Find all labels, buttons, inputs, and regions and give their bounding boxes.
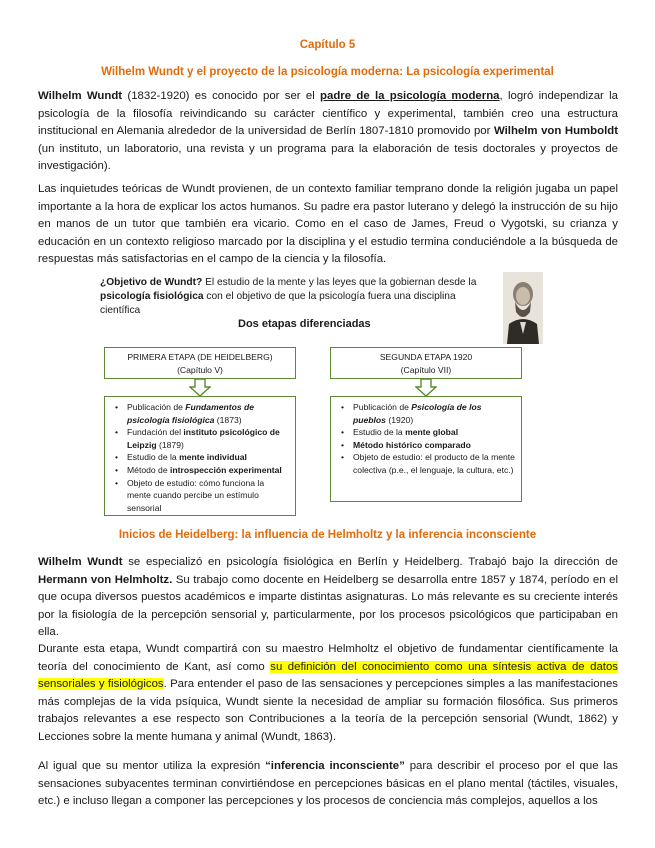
- bold-term: mente individual: [179, 452, 247, 463]
- chapter-heading: Capítulo 5: [299, 39, 356, 51]
- text: con el objetivo de que la psicología fuera una disciplina científica: [100, 291, 456, 316]
- stage-two-chapter: (Capítulo VII): [400, 365, 452, 375]
- text: Al igual que su mentor utiliza la expresión: [38, 760, 266, 772]
- bold-name: Wilhelm Wundt: [38, 556, 123, 568]
- text: Método de: [127, 464, 170, 475]
- text: , logró independizar la psicología de la filosofía reivindicando su carácter científico y experimental, también creo una estructura institucional en Alemania alrededor de la universidad de Berlín 1807-1810 promovido por: [38, 90, 618, 138]
- stage-one-box: [104, 347, 296, 379]
- bold-term: mente global: [405, 427, 459, 438]
- objective-text: [100, 276, 495, 318]
- bold-term: introspección experimental: [170, 464, 282, 475]
- paragraph-inference: [38, 758, 618, 811]
- text: Publicación de: [353, 402, 412, 412]
- text: Durante esta etapa, Wundt compartirá con su maestro Helmholtz el objetivo de fundamentar científicamente la teoría del conocimiento de Kant, así como: [38, 643, 618, 673]
- list-item: [121, 451, 289, 464]
- text: Estudio de la: [353, 427, 406, 438]
- highlighted-phrase: su definición del conocimiento como una síntesis activa de datos sensoriales y fisiológicos: [38, 660, 618, 691]
- text: (1920): [385, 414, 414, 425]
- text: (un instituto, un laboratorio, una revista y un programa para la elaboración de tesis doctorales y proyectos de investigación).: [38, 142, 618, 173]
- list-item: [347, 439, 515, 452]
- text: . Para entender el paso de las sensaciones y percepciones simples a las manifestaciones más complejas de la vida psíquica, Wundt siente la necesidad de ampliar su formación filosófica. Sus primeros trabajos relevantes a ese respecto son Contribuciones a la teoría de la percepción sensorial (Wundt, 1862) y Lecciones sobre la mente humana y animal (Wundt, 1863).: [38, 678, 618, 743]
- list-item: [347, 426, 515, 439]
- list-item: [347, 401, 515, 426]
- bold-helmholtz: Hermann von Helmholtz.: [38, 573, 173, 586]
- stage-two-box: [330, 347, 522, 379]
- bold-term: “inferencia inconsciente”: [265, 760, 405, 772]
- text: se especializó en psicología fisiológica en Berlín y Heidelberg. Trabajó bajo la dirección de: [122, 556, 618, 568]
- bold-name: Wilhelm Wundt: [38, 90, 123, 102]
- down-arrow-icon: [415, 379, 437, 397]
- text: (1879): [156, 439, 184, 450]
- text: para describir el proceso por el que las sensaciones subyacentes terminan convirtiéndose en percepciones básicas en el plano mental (táctiles, visuales, etc.) e incluso llegan a componer las percepciones y los procesos de conciencia más complejos, aquellos a los: [38, 760, 618, 808]
- text: Publicación de: [127, 402, 186, 412]
- stage-one-list: [104, 396, 296, 516]
- text: (1832-1920) es conocido por ser el: [122, 90, 321, 102]
- text: Fundación del: [127, 427, 184, 438]
- bold-term: psicología fisiológica: [100, 291, 204, 302]
- list-item: [121, 426, 289, 451]
- paragraph-background: Las inquietudes teóricas de Wundt provienen, de un contexto familiar temprano donde la religión jugaba un papel importante a la hora de explicar los actos humanos. Su padre era pastor luterano y delegó la instrucción de su hijo en manos de un tutor que también era vicario. Como en el caso de James, Freud o Vygotski, su crianza y educación en un contexto religioso marcado por la disciplina y el estudio termina conduciéndole a la búsqueda de respuestas más satisfactorias en el campo de la ciencia y la filosofía.: [38, 183, 618, 266]
- text: Estudio de la: [127, 452, 180, 463]
- section-heading: Inicios de Heidelberg: la influencia de Helmholtz y la inferencia inconsciente: [118, 529, 537, 541]
- book-title: Fundamentos de psicología fisiológica: [127, 402, 255, 425]
- stage-two-title: SEGUNDA ETAPA 1920: [379, 352, 473, 362]
- paragraph-heidelberg: [38, 554, 618, 642]
- wundt-portrait-image: [503, 272, 543, 344]
- diagram-title: Dos etapas diferenciadas: [238, 318, 371, 330]
- objective-question: ¿Objetivo de Wundt?: [100, 277, 203, 288]
- stage-one-chapter: (Capítulo V): [177, 365, 223, 375]
- text: El estudio de la mente y las leyes que la gobiernan desde la: [202, 277, 477, 288]
- list-item: • Objeto de estudio: el producto de la mente colectiva (p.e., el lenguaje, la cultura, etc.): [347, 451, 515, 476]
- list-item: [121, 401, 289, 426]
- list-item: • Objeto de estudio: cómo funciona la mente cuando percibe un estímulo sensorial: [121, 477, 289, 515]
- list-item: [121, 464, 289, 477]
- bold-term: instituto psicológico de Leipzig: [127, 427, 280, 450]
- down-arrow-icon: [189, 379, 211, 397]
- bold-term: Método histórico comparado: [353, 439, 471, 450]
- book-title: Psicología de los pueblos: [353, 402, 482, 425]
- chapter-title: Wilhelm Wundt y el proyecto de la psicología moderna: La psicología experimental: [101, 66, 554, 78]
- text: Su trabajo como docente en Heidelberg se desarrolla entre 1857 y 1874, período en el que ocupa diversos puestos académicos e imparte distintas asignaturas. Lo más relevante es su creciente interés por la fisiología de la percepción sensorial y, particularmente, por los procesos psicológicos que participaban en ella.: [38, 573, 618, 639]
- bold-humboldt: Wilhelm von Humboldt: [493, 125, 619, 138]
- stage-two-list: [330, 396, 522, 502]
- bold-underlined-phrase: padre de la psicología moderna: [320, 90, 500, 102]
- paragraph-intro: [38, 88, 618, 176]
- stage-one-title: PRIMERA ETAPA (DE HEIDELBERG): [127, 352, 273, 362]
- paragraph-kant: [38, 641, 618, 747]
- text: (1873): [214, 414, 242, 425]
